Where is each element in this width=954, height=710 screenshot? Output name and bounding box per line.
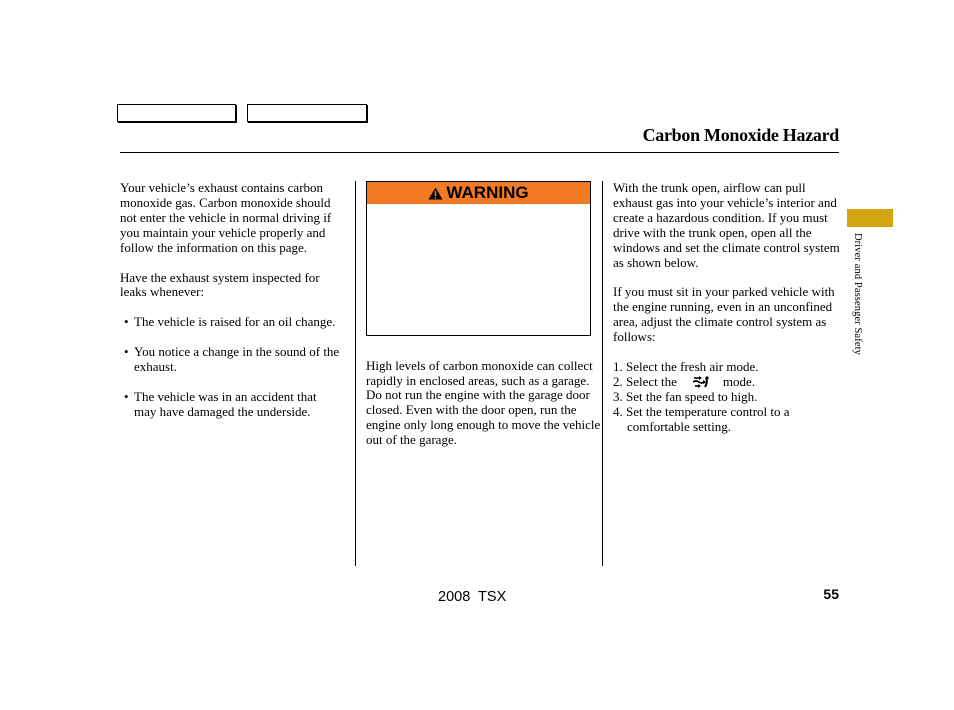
bullet-item: • The vehicle was in an accident that may have damaged the underside. <box>120 390 342 420</box>
step-item: 4. Set the temperature control to a comfortable setting. <box>613 403 790 434</box>
step-item-mode <box>613 375 845 390</box>
bullet-item: • You notice a change in the sound of the exhaust. <box>120 345 342 375</box>
parked-paragraph: If you must sit in your parked vehicle with the engine running, even in an unconfined area, adjust the climate control system as follows: <box>613 284 835 345</box>
inspection-paragraph: Have the exhaust system inspected for leaks whenever: <box>120 269 320 300</box>
column-divider-1 <box>355 181 356 566</box>
column-1 <box>120 181 342 420</box>
warning-triangle-icon <box>428 187 443 200</box>
vent-mode-icon <box>691 376 711 389</box>
title-rule <box>120 152 839 153</box>
trunk-paragraph: With the trunk open, airflow can pull exhaust gas into your vehicle’s interior and create a hazardous condition. If you must drive with the trunk open, open all the windows and set the climate control system as shown below. <box>613 180 840 270</box>
step-text-mode: mode. <box>722 373 756 389</box>
section-label: Driver and Passenger Safety <box>852 233 863 355</box>
step-text: 2. Select the <box>613 373 677 389</box>
column-2 <box>366 359 601 447</box>
warning-box <box>366 181 591 336</box>
nav-button-next[interactable] <box>247 104 367 122</box>
footer-model: 2008 TSX <box>438 589 507 605</box>
garage-paragraph: High levels of carbon monoxide can collect rapidly in enclosed areas, such as a garage. Do not run the engine with the garage door closed. Even with the door open, run the engine only long enough to move the vehicle out of the garage. <box>366 358 601 447</box>
column-divider-2 <box>602 181 603 566</box>
step-item: 3. Set the fan speed to high. <box>613 388 758 404</box>
bullet-item: • The vehicle is raised for an oil change. <box>120 315 342 330</box>
warning-label: WARNING <box>446 183 529 202</box>
column-3 <box>613 181 845 435</box>
page-title: Carbon Monoxide Hazard <box>642 125 839 145</box>
intro-paragraph: Your vehicle’s exhaust contains carbon monoxide gas. Carbon monoxide should not enter the vehicle in normal driving if you maintain your vehicle properly and follow the information on this page. <box>120 180 332 255</box>
section-tab[interactable] <box>847 209 893 227</box>
nav-button-previous[interactable] <box>117 104 236 122</box>
step-item: 1. Select the fresh air mode. <box>613 359 759 375</box>
warning-header <box>367 182 590 204</box>
page-number: 55 <box>823 586 839 602</box>
